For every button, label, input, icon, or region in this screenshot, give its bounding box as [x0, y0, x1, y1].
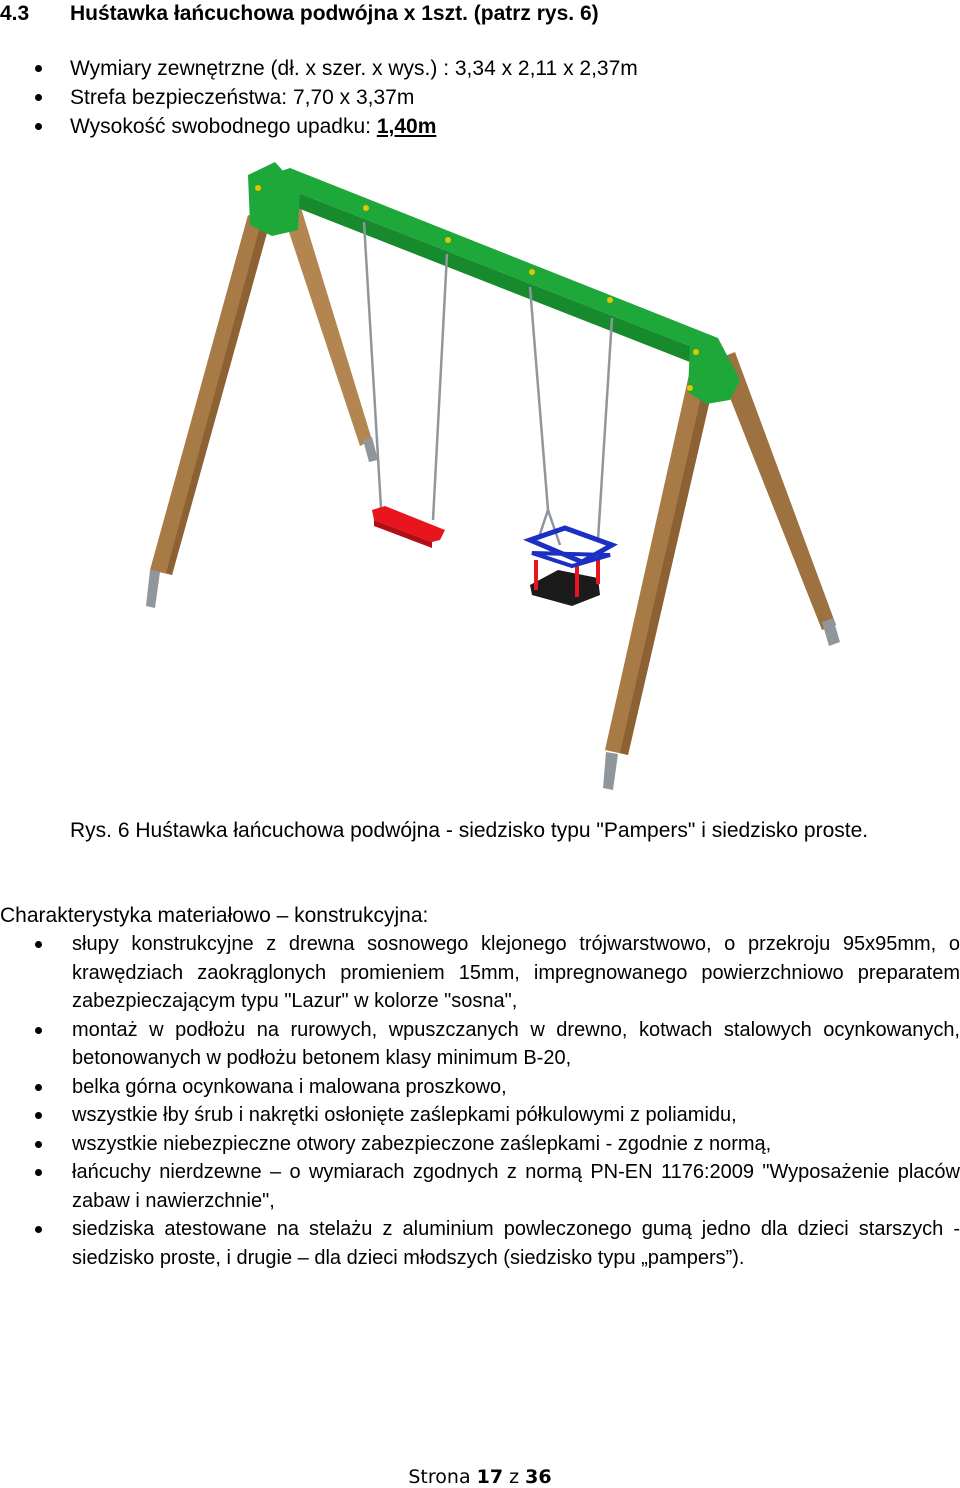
spec-item: Strefa bezpieczeństwa: 7,70 x 3,37m — [0, 83, 638, 112]
bullet-icon — [35, 94, 42, 101]
page-footer: Strona 17 z 36 — [408, 1466, 552, 1488]
pampers-seat — [530, 528, 612, 606]
list-item: siedziska atestowane na stelażu z aluminium powleczonego gumą jedno dla dzieci starszych - siedzisko proste, i drugie – dla dzieci młodszych (siedzisko typu „pampers”). — [0, 1215, 960, 1272]
list-item: wszystkie łby śrub i nakrętki osłonięte zaślepkami półkulowymi z poliamidu, — [0, 1101, 960, 1130]
list-item: montaż w podłożu na rurowych, wpuszczanych w drewno, kotwach stalowych ocynkowanych, betonowanych w podłożu betonem klasy minimum B-20, — [0, 1016, 960, 1073]
list-item: łańcuchy nierdzewne – o wymiarach zgodnych z normą PN-EN 1176:2009 "Wyposażenie placów zabaw i nawierzchnie", — [0, 1158, 960, 1215]
bullet-icon — [35, 1226, 42, 1233]
bullet-icon — [35, 1112, 42, 1119]
swing-illustration — [100, 150, 860, 810]
section-number: 4.3 — [0, 2, 30, 25]
section-title: Huśtawka łańcuchowa podwójna x 1szt. (patrz rys. 6) — [70, 2, 599, 25]
list-item: słupy konstrukcyjne z drewna sosnowego klejonego trójwarstwowo, o przekroju 95x95mm, o krawędziach zaokrąglonych promieniem 15mm, impregnowanego powierzchniowo preparatem zabezpieczającym typu "Lazur" w kolorze "sosna", — [0, 930, 960, 1016]
spec-item: Wymiary zewnętrzne (dł. x szer. x wys.) : 3,34 x 2,11 x 2,37m — [0, 54, 638, 83]
characteristics-list — [0, 930, 960, 1272]
page-total: 36 — [525, 1466, 552, 1488]
list-item: wszystkie niebezpieczne otwory zabezpieczone zaślepkami - zgodnie z normą, — [0, 1130, 960, 1159]
bullet-icon — [35, 65, 42, 72]
fall-height-value: 1,40m — [376, 115, 437, 138]
section-heading — [0, 0, 599, 28]
bullet-icon — [35, 1169, 42, 1176]
page-number: 17 — [476, 1466, 504, 1488]
bullet-icon — [35, 1141, 42, 1148]
spec-item: Wysokość swobodnego upadku: 1,40m — [0, 112, 638, 141]
front-legs — [146, 215, 715, 790]
spec-list — [0, 54, 638, 141]
bullet-icon — [35, 941, 42, 948]
list-item: belka górna ocynkowana i malowana proszkowo, — [0, 1073, 960, 1102]
bullet-icon — [35, 1084, 42, 1091]
characteristics-title: Charakterystyka materiałowo – konstrukcyjna: — [0, 904, 429, 927]
bullet-icon — [35, 1027, 42, 1034]
figure-caption: Rys. 6 Huśtawka łańcuchowa podwójna - siedzisko typu "Pampers" i siedzisko proste. — [70, 819, 869, 842]
bullet-icon — [35, 123, 42, 130]
